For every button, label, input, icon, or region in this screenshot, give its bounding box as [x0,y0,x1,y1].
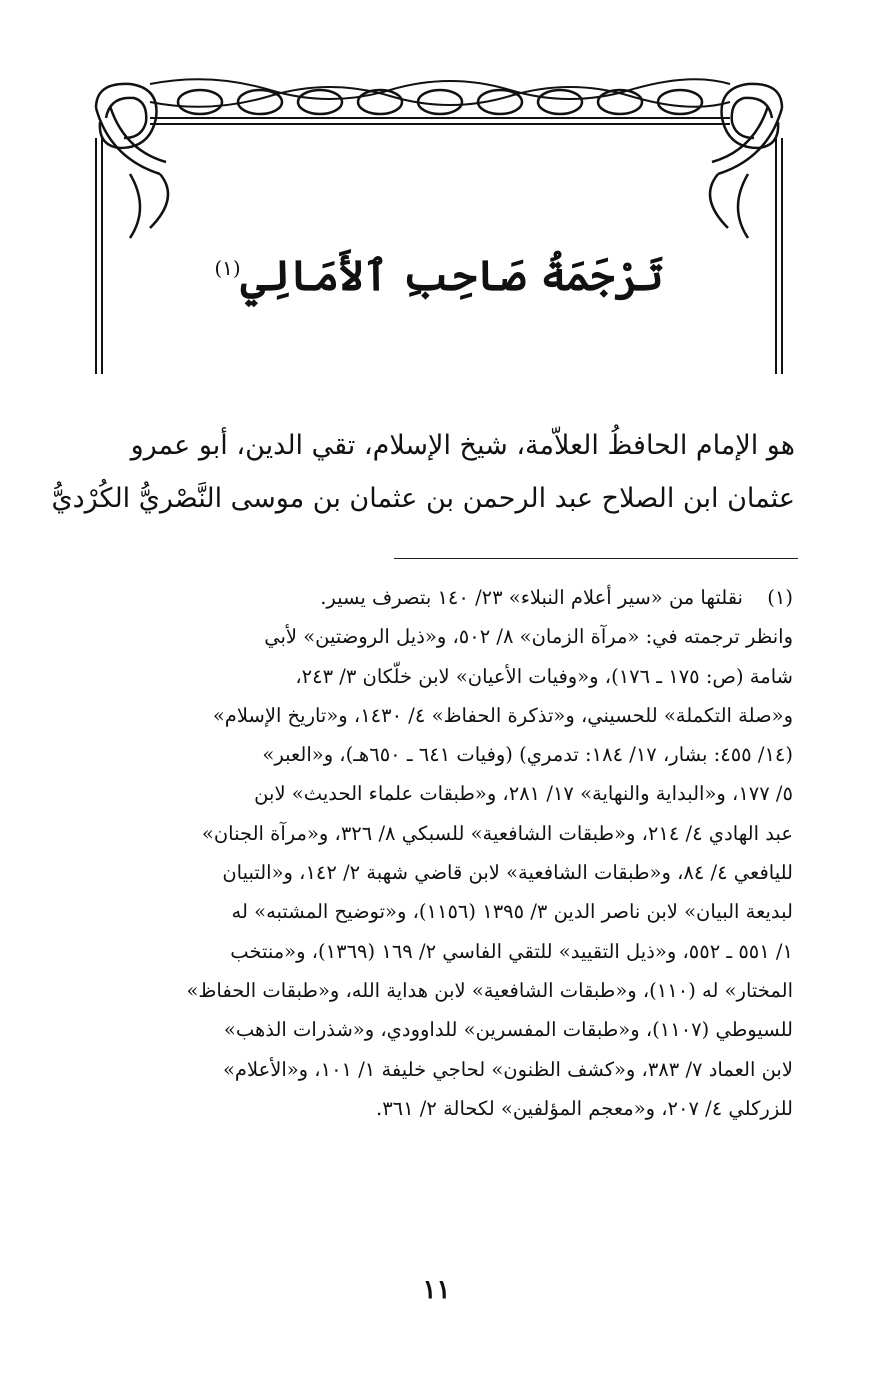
footnote-line: لابن العماد ٧/ ٣٨٣، و«كشف الظنون» لحاجي خليفة ١/ ١٠١، و«الأعلام» [222,1057,793,1081]
footnote-separator [394,558,798,559]
title-footnote-ref: (١) [214,256,241,280]
footnote [86,578,793,1128]
main-paragraph [51,419,795,525]
footnote-line: شامة (ص: ١٧٥ ـ ١٧٦)، و«وفيات الأعيان» لابن خلّكان ٣/ ٢٤٣، [295,664,793,688]
footnote-marker: (١) [767,586,793,609]
body-line-2: عثمان ابن الصلاح عبد الرحمن بن عثمان بن موسى النَّصْريُّ الكُرْديُّ [51,483,795,514]
footnote-line: ٥/ ١٧٧، و«البداية والنهاية» ١٧/ ٢٨١، و«طبقات علماء الحديث» لابن [254,782,793,806]
page-number: ١١ [422,1275,451,1305]
footnote-line: عبد الهادي ٤/ ٢١٤، و«طبقات الشافعية» للسبكي ٨/ ٣٢٦، و«مرآة الجنان» [201,821,793,845]
footnote-line: (١٤/ ٤٥٥: بشار، ١٧/ ١٨٤: تدمري) (وفيات ٦٤١ ـ ٦٥٠هـ)، و«العبر» [262,743,793,767]
footnote-first-text: نقلتها من «سير أعلام النبلاء» ٢٣/ ١٤٠ بتصرف يسير. [320,586,743,609]
footnote-first-line [86,578,793,617]
footnote-line: للسيوطي (١١٠٧)، و«طبقات المفسرين» للداوودي، و«شذرات الذهب» [223,1018,793,1042]
footnote-line: وانظر ترجمته في: «مرآة الزمان» ٨/ ٥٠٢، و«ذيل الروضتين» لأبي [264,625,793,649]
ornamental-header-frame [90,78,788,374]
footnote-line: لليافعي ٤/ ٨٤، و«طبقات الشافعية» لابن قاضي شهبة ٢/ ١٤٢، و«التبيان [222,861,793,885]
footnote-line: المختار» له (١١٠)، و«طبقات الشافعية» لابن هداية الله، و«طبقات الحفاظ» [186,978,793,1002]
footnote-line: ١/ ٥٥١ ـ ٥٥٢، و«ذيل التقييد» للتقي الفاسي ٢/ ١٦٩ (١٣٦٩)، و«منتخب [230,939,793,963]
footnote-line: و«صلة التكملة» للحسيني، و«تذكرة الحفاظ» ٤/ ١٤٣٠، و«تاريخ الإسلام» [212,703,793,727]
footnote-line: لبديعة البيان» لابن ناصر الدين ٣/ ١٣٩٥ (١١٥٦)، و«توضيح المشتبه» له [231,900,793,924]
chapter-title-text: تَرْجَمَةُ صَاحِبِ ٱلأَمَالِي [240,251,664,300]
footnote-line: للزركلي ٤/ ٢٠٧، و«معجم المؤلفين» لكحالة ٢/ ٣٦١. [375,1096,793,1120]
body-line-1: هو الإمام الحافظُ العلاّمة، شيخ الإسلام، تقي الدين، أبو عمرو [130,430,795,461]
chapter-title [200,238,678,306]
